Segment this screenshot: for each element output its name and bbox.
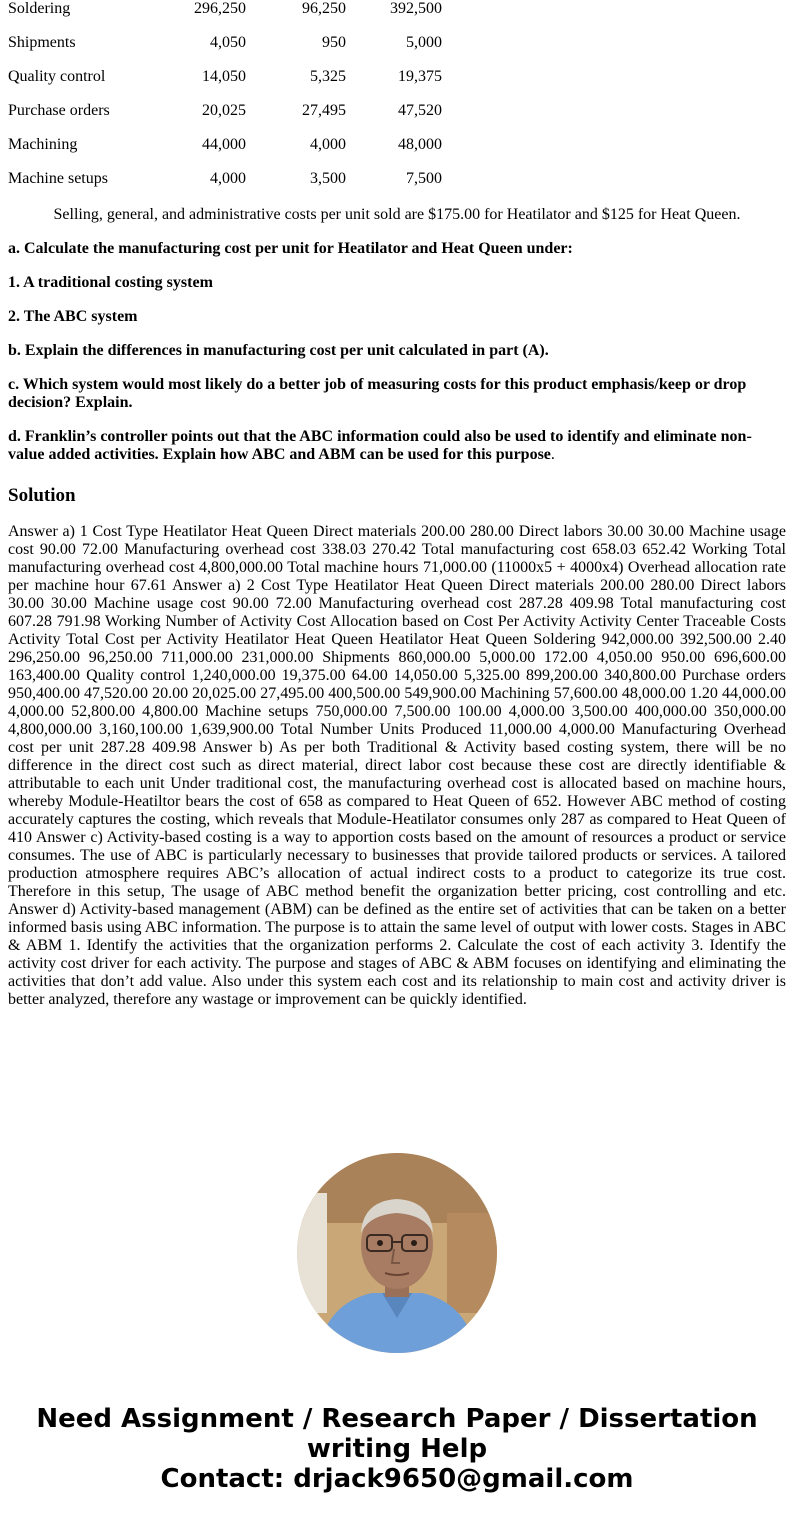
cost-heatilator-value: 20,025 [202,102,246,119]
cost-heatilator-value: 44,000 [202,136,246,153]
cost-table-row [8,34,442,68]
promo-line-2: writing Help [306,1434,488,1464]
avatar [297,1153,497,1353]
question-b: b. Explain the differences in manufacturing cost per unit calculated in part (A). [8,342,549,359]
cost-total-value: 47,520 [398,102,442,119]
cost-table-row [8,68,442,102]
question-a1: 1. A traditional costing system [8,274,213,291]
question-a: a. Calculate the manufacturing cost per unit for Heatilator and Heat Queen under: [8,240,573,257]
cost-heatilator-value: 296,250 [194,0,246,17]
document-page [8,0,786,1009]
cost-heatilator-value: 14,050 [202,68,246,85]
cost-heat-queen-value: 5,325 [310,68,346,85]
question-d-period: . [550,446,555,463]
cost-heat-queen-value: 27,495 [302,102,346,119]
cost-table-row [8,136,442,170]
cost-heat-queen-value: 4,000 [310,136,346,153]
cost-activity-label: Machining [8,136,78,153]
cost-total-value: 392,500 [390,0,442,17]
activity-cost-table [8,0,442,204]
cost-heat-queen-value: 3,500 [310,170,346,187]
cost-heat-queen-value: 96,250 [302,0,346,17]
cost-total-value: 7,500 [406,170,442,187]
cost-heatilator-value: 4,000 [210,170,246,187]
solution-text: Answer a) 1 Cost Type Heatilator Heat Queen Direct materials 200.00 280.00 Direct labors 30.00 30.00 Machine usage cost 90.00 72.00 Manufacturing overhead cost 338.03 270.42 Total manufacturing cost 658.03 652.42 Working Total manufacturing overhead cost 4,800,000.00 Total machine hours 71,000.00 (11000x5 + 4000x4) Overhead allocation rate per machine hour 67.61 Answer a) 2 Cost Type Heatilator Heat Queen Direct materials 200.00 280.00 Direct labors 30.00 30.00 Machine usage cost 90.00 72.00 Manufacturing overhead cost 287.28 409.98 Total manufacturing cost 607.28 791.98 Working Number of Activity Cost Allocation based on Cost Per Activity Activity Center Traceable Costs Activity Total Cost per Activity Heatilator Heat Queen Heatilator Heat Queen Soldering 942,000.00 392,500.00 2.40 296,250.00 96,250.00 711,000.00 231,000.00 Shipments 860,000.00 5,000.00 172.00 4,050.00 950.00 696,600.00 163,400.00 Quality control 1,240,000.00 19,375.00 64.00 14,050.00 5,325.00 899,200.00 340,800.00 Purchase orders 950,400.00 47,520.00 20.00 20,025.00 27,495.00 400,500.00 549,900.00 Machining 57,600.00 48,000.00 1.20 44,000.00 4,000.00 52,800.00 4,800.00 Machine setups 750,000.00 7,500.00 100.00 4,000.00 3,500.00 400,000.00 350,000.00 4,800,000.00 3,160,100.00 1,639,900.00 Total Number Units Produced 11,000.00 4,000.00 Manufacturing Overhead cost per unit 287.28 409.98 Answer b) As per both Traditional & Activity based costing system, there will be no difference in the direct cost such as direct material, direct labor cost because these cost are directly identifiable & attributable to each unit Under traditional cost, the manufacturing overhead cost is allocated based on machine hours, whereby Module-Heatiltor bears the cost of 658 as compared to Heat Queen of 652. However ABC method of costing accurately captures the costing, which reveals that Module-Heatilator consumes only 287 as compared to Heat Queen of 410 Answer c) Activity-based costing is a way to apportion costs based on the amount of resources a product or service consumes. The use of ABC is particularly necessary to businesses that provide tailored products or services. A tailored production atmosphere requires ABC’s allocation of actual indirect costs to a product to categorize its true cost. Therefore in this setup, The usage of ABC method benefit the organization better pricing, cost controlling and etc. Answer d) Activity-based management (ABM) can be defined as the entire set of activities that can be taken on a better informed basis using ABC information. The purpose is to attain the same level of output with lower costs. Stages in ABC & ABM 1. Identify the activities that the organization performs 2. Calculate the cost of each activity 3. Identify the activity cost driver for each activity. The purpose and stages of ABC & ABM focuses on identifying and eliminating the activities that don’t add value. Also under this system each cost and its relationship to main cost and activity driver is better analyzed, therefore any wastage or improvement can be quickly identified. [8,523,786,1008]
activity-cost-rows [8,0,442,204]
cost-activity-label: Quality control [8,68,106,85]
cost-table-row [8,0,442,34]
promo-banner [0,1404,794,1494]
promo-contact: Contact: drjack9650@gmail.com [160,1464,634,1494]
question-a2: 2. The ABC system [8,308,138,325]
sga-cost-note: Selling, general, and administrative costs per unit sold are $175.00 for Heatilator and $125 for Heat Queen. [53,206,741,223]
cost-activity-label: Machine setups [8,170,108,187]
cost-table-row [8,170,442,204]
cost-table-row [8,102,442,136]
cost-activity-label: Shipments [8,34,76,51]
question-c: c. Which system would most likely do a better job of measuring costs for this product emphasis/keep or drop decision? Explain. [8,376,747,411]
author-portrait [297,1153,497,1353]
cost-heat-queen-value: 950 [322,34,346,51]
question-d-text: d. Franklin’s controller points out that the ABC information could also be used to identify and eliminate non-value added activities. Explain how ABC and ABM can be used for this purpose [8,428,752,463]
cost-activity-label: Soldering [8,0,71,17]
cost-total-value: 48,000 [398,136,442,153]
cost-heatilator-value: 4,050 [210,34,246,51]
cost-activity-label: Purchase orders [8,102,110,119]
solution-heading: Solution [8,485,76,506]
cost-total-value: 5,000 [406,34,442,51]
cost-total-value: 19,375 [398,68,442,85]
promo-line-1: Need Assignment / Research Paper / Dissertation [36,1404,758,1434]
question-d [8,428,786,464]
